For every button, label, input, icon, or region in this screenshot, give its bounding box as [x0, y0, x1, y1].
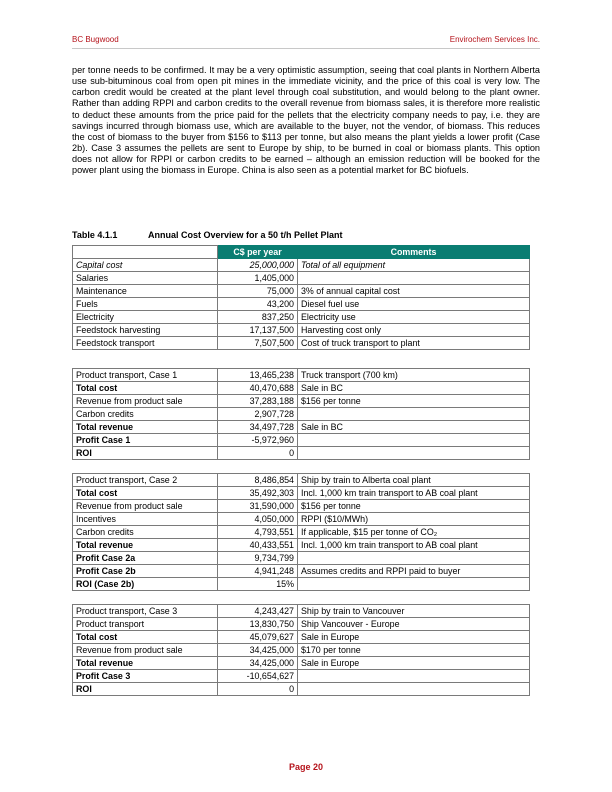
table-row — [73, 324, 530, 337]
row-value: 34,425,000 — [218, 644, 298, 657]
table-row — [73, 487, 530, 500]
row-comment: Electricity use — [298, 311, 530, 324]
table-row — [73, 618, 530, 631]
row-value: 13,830,750 — [218, 618, 298, 631]
row-label: Profit Case 2b — [73, 565, 218, 578]
row-value: 31,590,000 — [218, 500, 298, 513]
row-label: Total revenue — [73, 539, 218, 552]
row-comment: 3% of annual capital cost — [298, 285, 530, 298]
row-label: Carbon credits — [73, 526, 218, 539]
table-row — [73, 683, 530, 696]
row-value: 4,243,427 — [218, 605, 298, 618]
row-comment — [298, 683, 530, 696]
case2-rows — [73, 474, 530, 591]
row-label: ROI (Case 2b) — [73, 578, 218, 591]
table-row — [73, 421, 530, 434]
row-value: 37,283,188 — [218, 395, 298, 408]
row-comment: Incl. 1,000 km train transport to AB coal plant — [298, 539, 530, 552]
header-comments: Comments — [298, 246, 530, 259]
row-label: Profit Case 1 — [73, 434, 218, 447]
row-comment: Incl. 1,000 km train transport to AB coal plant — [298, 487, 530, 500]
row-value: 7,507,500 — [218, 337, 298, 350]
row-label: Carbon credits — [73, 408, 218, 421]
row-label: Profit Case 3 — [73, 670, 218, 683]
table-row — [73, 434, 530, 447]
table-row — [73, 298, 530, 311]
row-comment — [298, 552, 530, 565]
table-row — [73, 395, 530, 408]
row-comment — [298, 434, 530, 447]
table-caption-number: Table 4.1.1 — [72, 230, 118, 240]
row-value: 8,486,854 — [218, 474, 298, 487]
row-comment: $170 per tonne — [298, 644, 530, 657]
row-label: Revenue from product sale — [73, 395, 218, 408]
row-value: 4,050,000 — [218, 513, 298, 526]
row-value: 45,079,627 — [218, 631, 298, 644]
row-label: Salaries — [73, 272, 218, 285]
row-value: 4,793,551 — [218, 526, 298, 539]
row-value: 1,405,000 — [218, 272, 298, 285]
table-row — [73, 259, 530, 272]
row-comment — [298, 578, 530, 591]
row-comment: Harvesting cost only — [298, 324, 530, 337]
row-comment: Cost of truck transport to plant — [298, 337, 530, 350]
table-row — [73, 474, 530, 487]
row-label: Product transport, Case 3 — [73, 605, 218, 618]
row-value: 2,907,728 — [218, 408, 298, 421]
row-label: Profit Case 2a — [73, 552, 218, 565]
table-caption-title: Annual Cost Overview for a 50 t/h Pellet Plant — [148, 230, 343, 240]
table-row — [73, 382, 530, 395]
row-comment: $156 per tonne — [298, 395, 530, 408]
row-comment: Truck transport (700 km) — [298, 369, 530, 382]
row-label: Product transport — [73, 618, 218, 631]
table-row — [73, 657, 530, 670]
row-comment: If applicable, $15 per tonne of CO₂ — [298, 526, 530, 539]
table-row — [73, 578, 530, 591]
row-value: 25,000,000 — [218, 259, 298, 272]
row-value: 15% — [218, 578, 298, 591]
row-value: 75,000 — [218, 285, 298, 298]
header-left: BC Bugwood — [72, 35, 119, 44]
cost-table-base — [72, 245, 530, 350]
row-comment: Sale in Europe — [298, 657, 530, 670]
row-label: Electricity — [73, 311, 218, 324]
row-value: 837,250 — [218, 311, 298, 324]
table-row — [73, 447, 530, 460]
table-row — [73, 337, 530, 350]
row-label: Capital cost — [73, 259, 218, 272]
table-row — [73, 670, 530, 683]
row-comment: Sale in Europe — [298, 631, 530, 644]
table-row — [73, 552, 530, 565]
table-row — [73, 369, 530, 382]
row-label: Maintenance — [73, 285, 218, 298]
row-value: 0 — [218, 447, 298, 460]
case1-rows — [73, 369, 530, 460]
table-row — [73, 526, 530, 539]
row-value: 43,200 — [218, 298, 298, 311]
table-row — [73, 644, 530, 657]
cost-table-case2 — [72, 473, 530, 591]
table-row — [73, 513, 530, 526]
row-value: 0 — [218, 683, 298, 696]
row-label: Revenue from product sale — [73, 500, 218, 513]
row-label: Total cost — [73, 631, 218, 644]
cost-table-case1 — [72, 368, 530, 460]
table-row — [73, 408, 530, 421]
row-comment: $156 per tonne — [298, 500, 530, 513]
row-label: Product transport, Case 2 — [73, 474, 218, 487]
row-label: Revenue from product sale — [73, 644, 218, 657]
cost-table-case3 — [72, 604, 530, 696]
table-header-row — [73, 246, 530, 259]
table-row — [73, 565, 530, 578]
row-comment: Ship by train to Alberta coal plant — [298, 474, 530, 487]
row-comment: Sale in BC — [298, 382, 530, 395]
header-right: Envirochem Services Inc. — [449, 35, 540, 44]
header-amount: C$ per year — [218, 246, 298, 259]
row-comment: Ship Vancouver - Europe — [298, 618, 530, 631]
row-comment: Ship by train to Vancouver — [298, 605, 530, 618]
row-label: Product transport, Case 1 — [73, 369, 218, 382]
row-comment — [298, 670, 530, 683]
row-label: Feedstock transport — [73, 337, 218, 350]
row-label: Fuels — [73, 298, 218, 311]
row-label: Total cost — [73, 487, 218, 500]
table-row — [73, 539, 530, 552]
table-row — [73, 311, 530, 324]
row-label: Total revenue — [73, 421, 218, 434]
row-comment: Total of all equipment — [298, 259, 530, 272]
row-value: 13,465,238 — [218, 369, 298, 382]
header-rule — [72, 48, 540, 49]
row-label: Total revenue — [73, 657, 218, 670]
row-comment: Assumes credits and RPPI paid to buyer — [298, 565, 530, 578]
row-label: Total cost — [73, 382, 218, 395]
row-value: 9,734,799 — [218, 552, 298, 565]
row-comment — [298, 272, 530, 285]
row-comment — [298, 408, 530, 421]
table-row — [73, 500, 530, 513]
row-value: 40,433,551 — [218, 539, 298, 552]
row-label: Feedstock harvesting — [73, 324, 218, 337]
base-rows — [73, 259, 530, 350]
table-row — [73, 605, 530, 618]
row-value: -10,654,627 — [218, 670, 298, 683]
case3-rows — [73, 605, 530, 696]
row-label: ROI — [73, 683, 218, 696]
row-comment: Diesel fuel use — [298, 298, 530, 311]
table-row — [73, 272, 530, 285]
row-value: 34,497,728 — [218, 421, 298, 434]
table-row — [73, 285, 530, 298]
row-value: 34,425,000 — [218, 657, 298, 670]
row-label: ROI — [73, 447, 218, 460]
row-value: 4,941,248 — [218, 565, 298, 578]
header-blank-cell — [73, 246, 218, 259]
table-row — [73, 631, 530, 644]
row-label: Incentives — [73, 513, 218, 526]
row-value: 40,470,688 — [218, 382, 298, 395]
row-value: -5,972,960 — [218, 434, 298, 447]
body-paragraph: per tonne needs to be confirmed. It may be a very optimistic assumption, seeing that coal plants in Northern Alberta use sub-bituminous coal from open pit mines in the immediate vicinity, and the price of this coal is very low. The carbon credit would be created at the plant level through coal substitution, and would belong to the plant owner. Rather than adding RPPI and carbon credits to the overall revenue from biomass sales, it is therefore more realistic to deduct these amounts from the price paid for the pellets that the electricity company needs to pay, i.e. they are savings incurred through biomass use, which are available to the buyer, not the vendor, of biomass. This reduces the cost of biomass to the buyer from $156 to $113 per tonne, but also means the plant yields a lower profit (Case 2b). Case 3 assumes the pellets are sent to Europe by ship, to be burned in coal or biomass plants. This option does not allow for RPPI or carbon credits to be earned – although an emission reduction will be booked for the power plant using the biomass in Europe. China is also seen as a potential market for BC biofuels. — [72, 65, 540, 176]
row-comment: RPPI ($10/MWh) — [298, 513, 530, 526]
row-value: 17,137,500 — [218, 324, 298, 337]
page-number: Page 20 — [288, 762, 324, 772]
row-comment: Sale in BC — [298, 421, 530, 434]
table-caption — [72, 230, 343, 240]
row-comment — [298, 447, 530, 460]
row-value: 35,492,303 — [218, 487, 298, 500]
